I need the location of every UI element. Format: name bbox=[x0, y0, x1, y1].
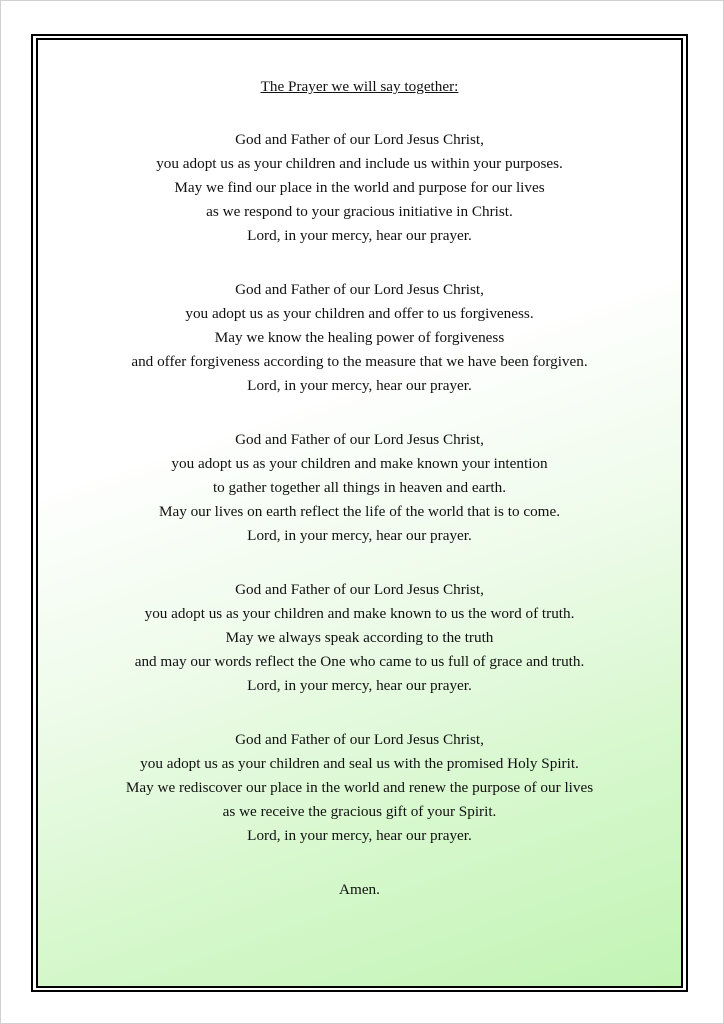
stanza-line: God and Father of our Lord Jesus Christ, bbox=[235, 731, 484, 748]
stanza-line: you adopt us as your children and seal us with the promised Holy Spirit. bbox=[140, 755, 579, 772]
stanza-line: you adopt us as your children and offer to us forgiveness. bbox=[185, 305, 534, 322]
prayer-stanza-5 bbox=[38, 728, 681, 848]
stanza-line: to gather together all things in heaven and earth. bbox=[212, 479, 507, 496]
stanza-line: God and Father of our Lord Jesus Christ, bbox=[235, 581, 484, 598]
stanza-line: May we find our place in the world and purpose for our lives bbox=[174, 179, 545, 196]
prayer-heading: The Prayer we will say together: bbox=[260, 78, 459, 95]
stanza-response: Lord, in your mercy, hear our prayer. bbox=[247, 677, 472, 694]
prayer-stanza-4 bbox=[38, 578, 681, 698]
stanza-line: you adopt us as your children and make known your intention bbox=[171, 455, 548, 472]
stanza-line: and offer forgiveness according to the measure that we have been forgiven. bbox=[131, 353, 588, 370]
stanza-line: as we receive the gracious gift of your Spirit. bbox=[222, 803, 497, 820]
stanza-line: May we know the healing power of forgiveness bbox=[214, 329, 505, 346]
prayer-stanza-3 bbox=[38, 428, 681, 548]
prayer-stanza-2 bbox=[38, 278, 681, 398]
stanza-response: Lord, in your mercy, hear our prayer. bbox=[247, 527, 472, 544]
stanza-response: Lord, in your mercy, hear our prayer. bbox=[247, 827, 472, 844]
stanza-line: you adopt us as your children and make known to us the word of truth. bbox=[144, 605, 575, 622]
stanza-response: Lord, in your mercy, hear our prayer. bbox=[247, 227, 472, 244]
prayer-content bbox=[38, 76, 681, 902]
stanza-line: as we respond to your gracious initiative in Christ. bbox=[206, 203, 513, 220]
stanza-line: God and Father of our Lord Jesus Christ, bbox=[235, 131, 484, 148]
stanza-line: God and Father of our Lord Jesus Christ, bbox=[235, 281, 484, 298]
closing-amen: Amen. bbox=[339, 881, 380, 898]
heading-row bbox=[38, 76, 681, 98]
stanza-response: Lord, in your mercy, hear our prayer. bbox=[247, 377, 472, 394]
prayer-stanza-1 bbox=[38, 128, 681, 248]
stanza-line: May our lives on earth reflect the life of the world that is to come. bbox=[158, 503, 561, 520]
stanza-line: May we always speak according to the truth bbox=[225, 629, 494, 646]
stanza-line: May we rediscover our place in the world and renew the purpose of our lives bbox=[125, 779, 594, 796]
stanza-line: you adopt us as your children and include us within your purposes. bbox=[156, 155, 563, 172]
stanza-line: God and Father of our Lord Jesus Christ, bbox=[235, 431, 484, 448]
stanza-line: and may our words reflect the One who came to us full of grace and truth. bbox=[134, 653, 585, 670]
